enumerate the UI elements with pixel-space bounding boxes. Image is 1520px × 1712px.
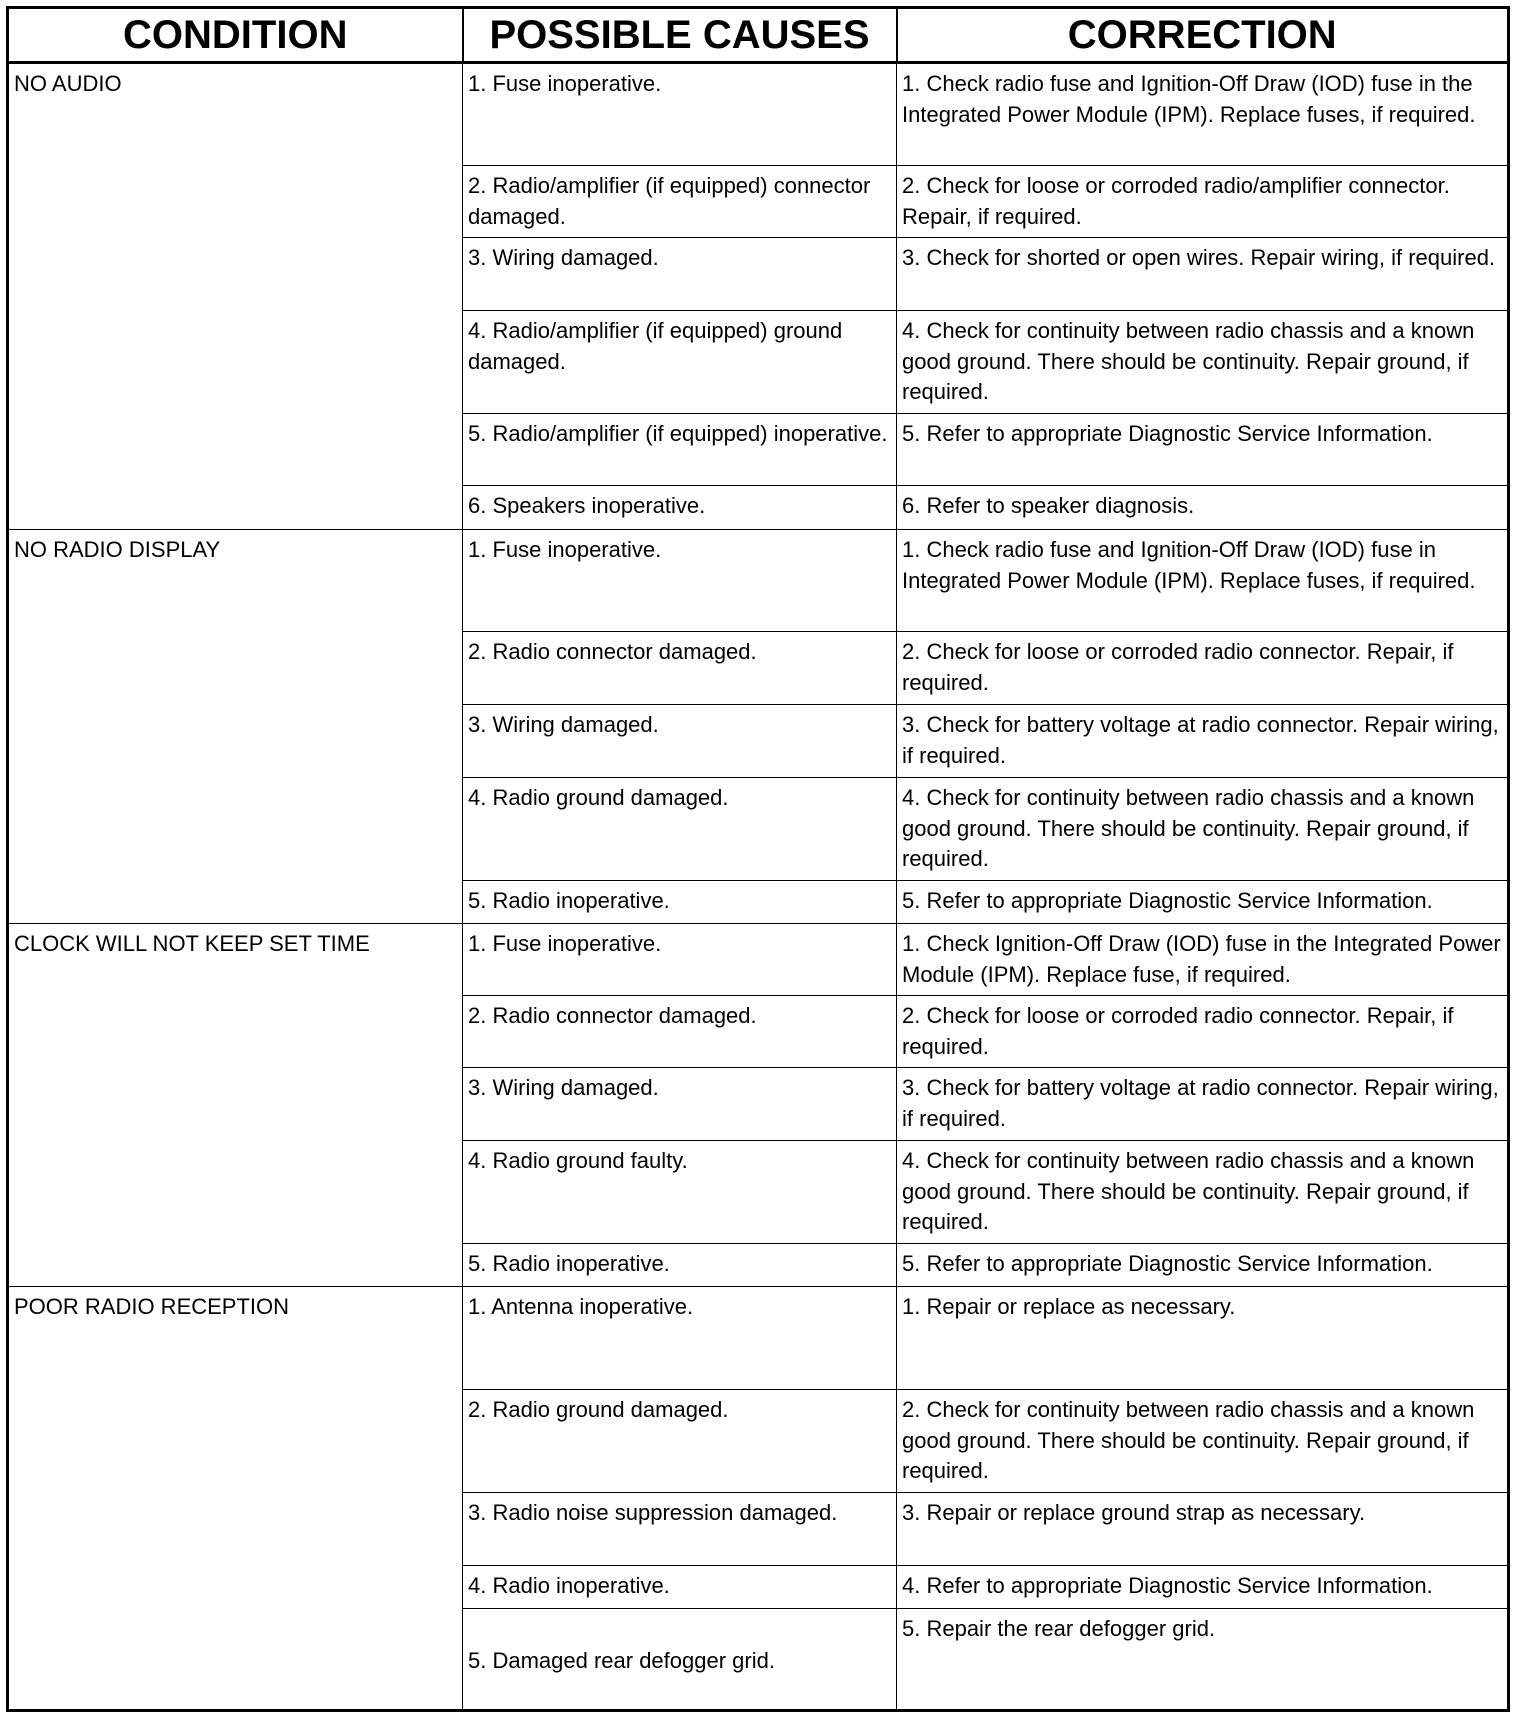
condition-cell: CLOCK WILL NOT KEEP SET TIME bbox=[8, 924, 463, 1287]
correction-cell: 2. Check for continuity between radio chassis and a known good ground. There should be continuity. Repair ground, if required. bbox=[897, 1390, 1509, 1493]
header-correction: CORRECTION bbox=[897, 8, 1509, 63]
correction-cell: 5. Refer to appropriate Diagnostic Service Information. bbox=[897, 881, 1509, 924]
cause-cell: 4. Radio inoperative. bbox=[463, 1566, 897, 1609]
cause-cell: 1. Fuse inoperative. bbox=[463, 530, 897, 632]
correction-cell: 3. Check for battery voltage at radio connector. Repair wiring, if required. bbox=[897, 1068, 1509, 1141]
condition-cell: POOR RADIO RECEPTION bbox=[8, 1287, 463, 1711]
cause-cell: 3. Wiring damaged. bbox=[463, 705, 897, 778]
correction-cell: 2. Check for loose or corroded radio connector. Repair, if required. bbox=[897, 632, 1509, 705]
correction-cell: 5. Refer to appropriate Diagnostic Service Information. bbox=[897, 1244, 1509, 1287]
cause-cell: 1. Antenna inoperative. bbox=[463, 1287, 897, 1390]
correction-cell: 2. Check for loose or corroded radio/amplifier connector. Repair, if required. bbox=[897, 166, 1509, 238]
correction-cell: 1. Check radio fuse and Ignition-Off Draw (IOD) fuse in Integrated Power Module (IPM). Replace fuses, if required. bbox=[897, 530, 1509, 632]
correction-cell: 3. Check for battery voltage at radio connector. Repair wiring, if required. bbox=[897, 705, 1509, 778]
cause-cell: 3. Wiring damaged. bbox=[463, 1068, 897, 1141]
cause-cell: 1. Fuse inoperative. bbox=[463, 924, 897, 996]
cause-cell: 1. Fuse inoperative. bbox=[463, 63, 897, 166]
header-possible-causes: POSSIBLE CAUSES bbox=[463, 8, 897, 63]
correction-cell: 4. Check for continuity between radio chassis and a known good ground. There should be continuity. Repair ground, if required. bbox=[897, 311, 1509, 414]
cause-cell: 5. Damaged rear defogger grid. bbox=[463, 1609, 897, 1711]
cause-cell: 6. Speakers inoperative. bbox=[463, 486, 897, 530]
correction-cell: 4. Check for continuity between radio chassis and a known good ground. There should be continuity. Repair ground, if required. bbox=[897, 778, 1509, 881]
header-condition: CONDITION bbox=[8, 8, 463, 63]
table-body bbox=[8, 63, 1509, 1711]
cause-cell: 3. Wiring damaged. bbox=[463, 238, 897, 311]
table-row bbox=[8, 63, 1509, 166]
cause-cell: 4. Radio/amplifier (if equipped) ground damaged. bbox=[463, 311, 897, 414]
correction-cell: 1. Repair or replace as necessary. bbox=[897, 1287, 1509, 1390]
cause-cell: 4. Radio ground faulty. bbox=[463, 1141, 897, 1244]
correction-cell: 1. Check radio fuse and Ignition-Off Draw (IOD) fuse in the Integrated Power Module (IPM). Replace fuses, if required. bbox=[897, 63, 1509, 166]
correction-cell: 4. Check for continuity between radio chassis and a known good ground. There should be continuity. Repair ground, if required. bbox=[897, 1141, 1509, 1244]
cause-cell: 2. Radio connector damaged. bbox=[463, 632, 897, 705]
correction-cell: 6. Refer to speaker diagnosis. bbox=[897, 486, 1509, 530]
cause-cell: 2. Radio/amplifier (if equipped) connector damaged. bbox=[463, 166, 897, 238]
cause-cell: 4. Radio ground damaged. bbox=[463, 778, 897, 881]
condition-cell: NO RADIO DISPLAY bbox=[8, 530, 463, 924]
condition-cell: NO AUDIO bbox=[8, 63, 463, 530]
correction-cell: 2. Check for loose or corroded radio connector. Repair, if required. bbox=[897, 996, 1509, 1068]
correction-cell: 3. Repair or replace ground strap as necessary. bbox=[897, 1493, 1509, 1566]
table-row bbox=[8, 1287, 1509, 1390]
table-row bbox=[8, 530, 1509, 632]
cause-cell: 5. Radio inoperative. bbox=[463, 881, 897, 924]
cause-cell: 2. Radio ground damaged. bbox=[463, 1390, 897, 1493]
correction-cell: 4. Refer to appropriate Diagnostic Service Information. bbox=[897, 1566, 1509, 1609]
header-row bbox=[8, 8, 1509, 63]
cause-cell: 5. Radio/amplifier (if equipped) inoperative. bbox=[463, 414, 897, 486]
correction-cell: 5. Repair the rear defogger grid. bbox=[897, 1609, 1509, 1711]
correction-cell: 5. Refer to appropriate Diagnostic Service Information. bbox=[897, 414, 1509, 486]
cause-cell: 5. Radio inoperative. bbox=[463, 1244, 897, 1287]
correction-cell: 1. Check Ignition-Off Draw (IOD) fuse in the Integrated Power Module (IPM). Replace fuse, if required. bbox=[897, 924, 1509, 996]
cause-cell: 2. Radio connector damaged. bbox=[463, 996, 897, 1068]
table-row bbox=[8, 924, 1509, 996]
cause-cell: 3. Radio noise suppression damaged. bbox=[463, 1493, 897, 1566]
diagnosis-table bbox=[6, 6, 1510, 1712]
correction-cell: 3. Check for shorted or open wires. Repair wiring, if required. bbox=[897, 238, 1509, 311]
